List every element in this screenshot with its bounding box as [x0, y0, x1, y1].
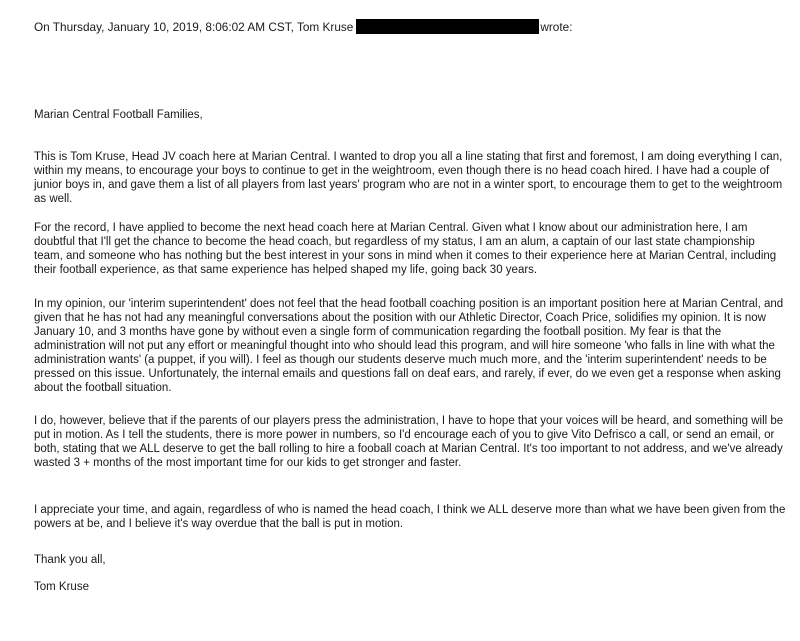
paragraph-call-to-action: I do, however, believe that if the parents of our players press the administration, I have to hope that your voices will be heard, and something will be put in motion. As I tell the students, there is more power in numbers, so I'd encourage each of you to give Vito Defrisco a call, or send an email, or both, stating that we ALL deserve to get the ball rolling to hire a fooball coach at Marian Central. It's too important to not address, and we've already wasted 3 + months of the most important time for our kids to get stronger and faster.	[34, 415, 784, 469]
header-suffix: wrote:	[540, 20, 573, 34]
signature: Tom Kruse	[34, 581, 89, 593]
paragraph-opinion: In my opinion, our 'interim superintendent' does not feel that the head football coaching position is an important position here at Marian Central, and given that he has not had any meaningful conversations about the position with our Athletic Director, Coach Price, solidifies my opinion. It is now January 10, and 3 months have gone by without even a single form of communication regarding the football position. My fear is that the administration will not put any effort or meaningful thought into who should lead this program, and will hire someone 'who falls in line with what the administration wants' (a puppet, if you will). I feel as though our students deserve much much more, and the 'interim superintendent' needs to be pressed on this issue. Unfortunately, the internal emails and questions fall on deaf ears, and rarely, if ever, do we even get a response when asking about the football situation.	[34, 298, 784, 394]
closing: Thank you all,	[34, 554, 106, 566]
paragraph-appreciation: I appreciate your time, and again, regardless of who is named the head coach, I think we ALL deserve more than what we have been given from the powers at be, and I believe it's way overdue that the ball is put in motion.	[34, 504, 786, 530]
redacted-email-address	[356, 19, 539, 34]
header-prefix: On Thursday, January 10, 2019, 8:06:02 AM CST, Tom Kruse	[34, 20, 354, 34]
paragraph-intro: This is Tom Kruse, Head JV coach here at Marian Central. I wanted to drop you all a line stating that first and foremost, I am doing everything I can, within my means, to encourage your boys to continue to get in the weightroom, even though there is no head coach hired. I have had a couple of junior boys in, and gave them a list of all players from last years' program who are not in a winter sport, to encourage them to get to the weightroom as well.	[34, 151, 783, 205]
greeting: Marian Central Football Families,	[34, 109, 203, 121]
email-header	[34, 19, 572, 34]
paragraph-application: For the record, I have applied to become the next head coach here at Marian Central. Given what I know about our administration here, I am doubtful that I'll get the chance to become the head coach, but regardless of my status, I am an alum, a captain of our last state championship team, and someone who has nothing but the best interest in your sons in mind when it comes to their experience here at Marian Central, including their football experience, as that same experience has helped shaped my life, going back 30 years.	[34, 222, 777, 276]
